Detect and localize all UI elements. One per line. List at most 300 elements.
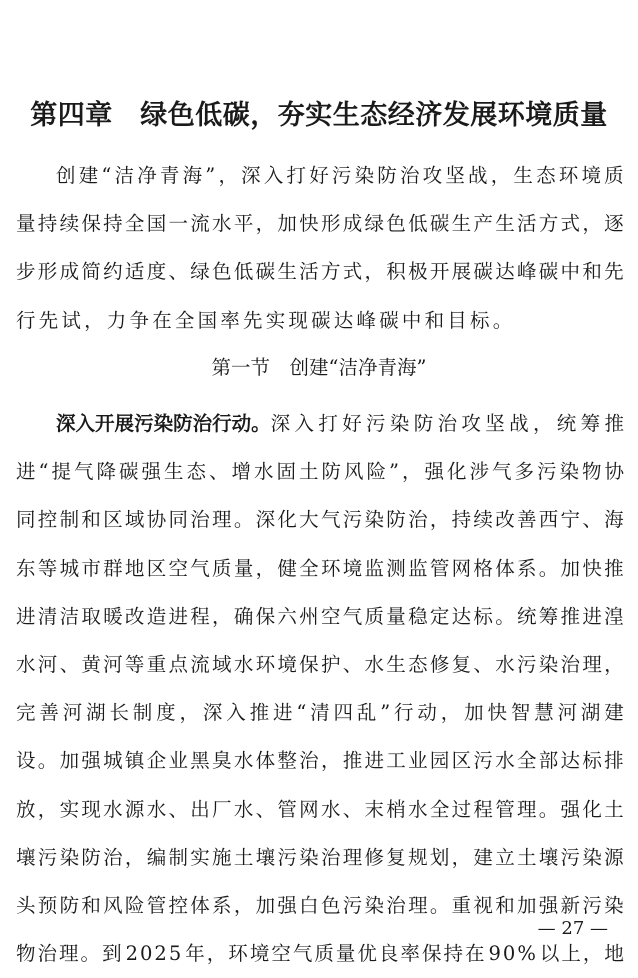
text-char: 防 (173, 412, 193, 435)
text-char: 强 (424, 460, 444, 484)
text-char: 域 (212, 652, 232, 676)
text-char: 0 (502, 942, 516, 966)
text-char: ， (582, 212, 602, 236)
text-char: 治 (386, 893, 406, 917)
text-char: 源 (124, 797, 145, 821)
text-char: 持 (443, 942, 463, 966)
text-char: % (517, 942, 536, 966)
text-char: 动 (231, 412, 252, 435)
text-char: 壤 (16, 845, 36, 869)
text-char: 、 (255, 797, 276, 821)
text-char: 碳 (538, 260, 559, 284)
text-char: 黄 (81, 652, 101, 676)
text-char: 土 (233, 845, 254, 869)
text-char: 中 (560, 260, 581, 284)
text-char: 绿 (364, 212, 385, 236)
text-char: 境 (581, 164, 601, 187)
text-char: 开 (95, 412, 115, 435)
text-char: 染 (364, 893, 385, 917)
text-char: 加 (255, 893, 276, 917)
text-char: 理 (516, 797, 537, 821)
text-char: 一 (168, 212, 188, 236)
text-char: 完 (16, 701, 36, 725)
text-char: 快 (299, 212, 319, 236)
paragraph-line (16, 200, 624, 248)
text-char: 气 (190, 556, 210, 580)
text-char: 污 (582, 893, 602, 917)
text-char: 污 (342, 508, 363, 532)
text-char: 污 (37, 845, 58, 869)
text-char: 施 (212, 845, 232, 869)
text-char: 六 (277, 604, 297, 628)
text-char: 深 (255, 508, 276, 532)
text-char: 。 (251, 412, 271, 435)
text-char: 治 (190, 508, 210, 532)
text-char: 碳 (473, 260, 493, 284)
text-char: 持 (103, 212, 123, 236)
text-char: 持 (37, 212, 58, 236)
text-char: 提 (51, 460, 71, 484)
text-char: 深 (202, 701, 223, 725)
text-char: ， (429, 508, 450, 532)
text-char: 格 (473, 556, 493, 580)
text-char: 协 (604, 460, 624, 484)
text-char: 管 (277, 797, 297, 821)
text-char: 和 (81, 893, 101, 917)
text-char: 业 (408, 749, 428, 773)
text-char: 防 (59, 893, 80, 917)
paragraph-line (16, 737, 624, 785)
text-char: 过 (451, 797, 472, 821)
paragraph-line (16, 545, 624, 593)
text-char: 治 (103, 845, 123, 869)
intro-paragraph (16, 152, 624, 345)
text-char: 度 (156, 701, 176, 725)
text-char: 重 (146, 652, 167, 676)
text-char: 成 (59, 260, 80, 284)
text-char: 水 (320, 797, 341, 821)
text-char: 加 (560, 556, 581, 580)
text-char: 标 (473, 604, 493, 628)
text-char: 治 (320, 845, 341, 869)
text-char: 治 (437, 412, 458, 435)
paragraph-line (16, 834, 624, 882)
text-char: ， (255, 556, 276, 580)
text-char: ， (451, 845, 472, 869)
text-char: 系 (516, 556, 537, 580)
text-char: 建 (473, 845, 493, 869)
text-char: 度 (146, 260, 167, 284)
text-char: 筹 (580, 412, 601, 435)
text-char: 快 (582, 556, 602, 580)
text-char: 同 (168, 508, 188, 532)
text-char: 协 (146, 508, 167, 532)
text-char: 。 (233, 508, 254, 532)
text-char: 保 (255, 604, 276, 628)
text-char: 治 (408, 508, 428, 532)
text-char: 深 (270, 412, 291, 435)
text-char: 乱 (356, 701, 377, 725)
text-char: 极 (408, 260, 428, 284)
text-char: 全 (299, 556, 319, 580)
text-char: 成 (342, 212, 363, 236)
text-char: 强 (538, 893, 559, 917)
text-char: 染 (538, 652, 559, 676)
text-char: ， (206, 942, 227, 966)
text-char: 全 (516, 749, 537, 773)
text-char: 式 (342, 260, 363, 284)
text-char: 染 (299, 845, 319, 869)
text-char: 青 (159, 164, 180, 187)
text-char: 现 (81, 797, 101, 821)
text-char: 低 (408, 212, 428, 236)
text-char: 污 (560, 845, 581, 869)
text-char: 境 (249, 942, 270, 966)
text-char: 质 (364, 604, 385, 628)
text-char: 污 (516, 652, 537, 676)
text-char: ， (440, 701, 461, 725)
text-char: 质 (604, 164, 624, 187)
text-char: 建 (78, 164, 99, 187)
text-char: ， (364, 260, 385, 284)
text-char: 攻 (461, 412, 481, 435)
text-char: 工 (386, 749, 406, 773)
text-char: 理 (408, 893, 428, 917)
text-char: 快 (487, 701, 507, 725)
paragraph-line (16, 641, 624, 689)
text-char: 州 (299, 604, 319, 628)
text-char: 。 (37, 749, 58, 773)
text-char: 镇 (124, 749, 145, 773)
text-char: 土 (604, 797, 624, 821)
text-char: 式 (560, 212, 581, 236)
text-char: 业 (168, 749, 188, 773)
text-char: 。 (495, 604, 515, 628)
text-char: 网 (451, 556, 472, 580)
text-char: 增 (231, 460, 251, 484)
text-char: 统 (556, 412, 577, 435)
text-char: 同 (16, 508, 36, 532)
text-char: 在 (464, 942, 485, 966)
text-char: 系 (212, 893, 232, 917)
text-char: 制 (59, 508, 80, 532)
text-char: ， (582, 942, 603, 966)
text-char: 大 (299, 508, 319, 532)
text-char: 清 (37, 604, 58, 628)
text-char: “ (101, 164, 112, 187)
text-char: 5 (168, 942, 182, 966)
text-char: 生 (513, 164, 533, 187)
text-char: 达 (495, 260, 515, 284)
text-char: 取 (81, 604, 101, 628)
text-char: 坚 (485, 412, 505, 435)
text-char: 推 (604, 412, 624, 435)
text-char: 方 (320, 260, 341, 284)
text-char: 防 (386, 508, 406, 532)
text-char: 、 (342, 797, 363, 821)
text-char: 行 (394, 701, 414, 725)
text-char: 、 (208, 460, 229, 484)
text-char: 绿 (190, 260, 210, 284)
text-char: 测 (386, 556, 406, 580)
text-char: 防 (81, 845, 101, 869)
text-char: 进 (272, 701, 293, 725)
text-char: 量 (233, 556, 254, 580)
text-char: 理 (342, 845, 363, 869)
text-char: “ (38, 460, 49, 484)
text-char: 统 (516, 604, 537, 628)
text-char: 好 (309, 164, 329, 187)
text-char: 和 (495, 893, 515, 917)
chapter-title: 第四章 绿色低碳，夯实生态经济发展环境质量 (30, 100, 608, 131)
text-char: 全 (124, 212, 145, 236)
text-char: 水 (408, 797, 428, 821)
text-char: 态 (186, 460, 206, 484)
paragraph-line (16, 882, 624, 930)
text-char: 保 (421, 942, 442, 966)
text-char: 进 (582, 604, 602, 628)
text-char: 生 (495, 212, 515, 236)
text-char: ， (320, 749, 341, 773)
text-char: 量 (386, 604, 406, 628)
paragraph-line: 行先试，力争在全国率先实现碳达峰碳中和目标。 (16, 308, 516, 332)
text-char: 化 (582, 797, 602, 821)
text-char: 生 (451, 212, 472, 236)
text-char: ， (604, 652, 624, 676)
text-char: 优 (357, 942, 377, 966)
text-char: ， (179, 701, 200, 725)
text-char: 海 (604, 508, 624, 532)
text-char: 展 (114, 412, 135, 435)
text-char: 区 (146, 556, 167, 580)
text-char: 白 (299, 893, 319, 917)
text-char: 程 (473, 797, 493, 821)
text-char: 视 (473, 893, 493, 917)
text-char: 区 (103, 508, 123, 532)
text-char: 新 (560, 893, 581, 917)
text-char: 战 (468, 164, 488, 187)
paragraph-line-rest (271, 400, 624, 448)
text-char: 步 (16, 260, 36, 284)
text-char: 改 (495, 508, 515, 532)
text-char: 改 (124, 604, 145, 628)
text-char: 强 (277, 893, 297, 917)
text-char: 预 (37, 893, 58, 917)
text-char: 水 (233, 797, 254, 821)
text-char: 地 (124, 556, 145, 580)
text-char: 深 (241, 164, 261, 187)
text-char: 宁 (560, 508, 581, 532)
text-char: 城 (59, 556, 80, 580)
text-char: 战 (509, 412, 529, 435)
paragraph-line (16, 400, 624, 448)
text-char: 年 (185, 942, 205, 966)
text-char: 强 (81, 749, 101, 773)
text-char: 气 (73, 460, 94, 484)
text-char: 确 (233, 604, 254, 628)
text-char: 染 (604, 893, 624, 917)
text-char: 区 (451, 749, 472, 773)
text-char: 气 (342, 604, 363, 628)
text-char: 末 (364, 797, 385, 821)
text-char: 打 (318, 412, 338, 435)
text-char: 入 (294, 412, 315, 435)
text-char: 活 (299, 260, 319, 284)
text-char: 域 (124, 508, 145, 532)
text-char: 生 (277, 260, 297, 284)
text-char: 形 (320, 212, 341, 236)
text-char: 和 (81, 508, 101, 532)
text-char: 量 (335, 942, 356, 966)
text-char: 先 (604, 260, 624, 284)
text-char: 保 (81, 212, 101, 236)
text-char: 低 (233, 260, 254, 284)
body-paragraph (16, 400, 624, 978)
text-char: 河 (103, 652, 123, 676)
text-char: 加 (59, 749, 80, 773)
text-char: 入 (263, 164, 284, 187)
text-char: 和 (582, 260, 602, 284)
text-char: 体 (495, 556, 515, 580)
text-char: 保 (299, 652, 319, 676)
text-char: 达 (560, 749, 581, 773)
text-char: 清 (310, 701, 330, 725)
text-char: ， (212, 604, 232, 628)
text-char: 险 (124, 893, 145, 917)
text-char: ” (205, 164, 216, 187)
text-char: 打 (286, 164, 307, 187)
text-char: 市 (81, 556, 101, 580)
text-char: 点 (168, 652, 188, 676)
text-char: 强 (560, 797, 581, 821)
text-char: 制 (132, 701, 153, 725)
text-char: 气 (320, 508, 341, 532)
paragraph-line (16, 689, 624, 737)
text-char: 风 (343, 460, 364, 484)
text-char: ” (380, 701, 391, 725)
text-char: 态 (408, 652, 428, 676)
text-char: ， (218, 164, 238, 187)
text-char: 流 (190, 212, 210, 236)
text-char: 标 (582, 749, 602, 773)
text-char: 污 (342, 893, 363, 917)
text-char: 染 (354, 164, 375, 187)
text-char: 体 (255, 749, 276, 773)
text-char: 实 (59, 797, 80, 821)
text-char: 空 (168, 556, 188, 580)
text-char: 湖 (580, 701, 601, 725)
text-char: 污 (134, 412, 154, 435)
text-char: 行 (212, 412, 232, 435)
text-char: 河 (37, 652, 58, 676)
text-char: 流 (190, 652, 210, 676)
text-char: 体 (190, 893, 210, 917)
text-char: 水 (233, 652, 254, 676)
text-char: 碳 (255, 260, 276, 284)
text-char: 持 (451, 508, 472, 532)
text-char: 善 (39, 701, 59, 725)
paragraph-line (16, 448, 624, 496)
text-char: 、 (59, 652, 80, 676)
text-char: 碳 (118, 460, 139, 484)
text-char: 进 (168, 604, 188, 628)
text-char: 创 (56, 164, 76, 187)
text-char: 染 (364, 508, 385, 532)
text-char: 健 (277, 556, 297, 580)
text-char: 污 (473, 749, 493, 773)
text-char: 控 (37, 508, 58, 532)
text-char: 重 (451, 893, 472, 917)
text-char: 量 (16, 212, 36, 236)
text-char: 污 (277, 845, 297, 869)
text-char: 西 (538, 508, 559, 532)
paragraph-line (16, 786, 624, 834)
text-char: 环 (255, 652, 276, 676)
text-char: 护 (320, 652, 341, 676)
text-char: 物 (16, 942, 36, 966)
text-char: 染 (389, 412, 410, 435)
text-char: 水 (495, 749, 515, 773)
text-char: 推 (342, 749, 363, 773)
text-char: 水 (103, 797, 123, 821)
text-char: 厂 (212, 797, 232, 821)
page-number: — 27 — (537, 918, 608, 939)
text-char: 海 (182, 164, 203, 187)
text-char: 涉 (469, 460, 489, 484)
text-char: 理 (582, 652, 602, 676)
text-char: 平 (233, 212, 254, 236)
text-char: 编 (146, 845, 167, 869)
text-char: 环 (320, 556, 341, 580)
text-char: 程 (190, 604, 210, 628)
text-char: 治 (299, 749, 319, 773)
text-char: 划 (429, 845, 450, 869)
text-char: 制 (168, 845, 188, 869)
text-char: 控 (168, 893, 188, 917)
text-char: 水 (364, 652, 385, 676)
text-char: 质 (212, 556, 232, 580)
text-char: 河 (62, 701, 83, 725)
text-char: 地 (604, 942, 624, 966)
text-char: 峰 (516, 260, 537, 284)
text-char: 深 (56, 412, 76, 435)
text-char: 头 (16, 893, 36, 917)
text-char: 净 (137, 164, 157, 187)
text-char: 等 (37, 556, 58, 580)
text-char: 定 (429, 604, 450, 628)
text-char: 防 (321, 460, 341, 484)
paragraph-lead (56, 400, 271, 448)
text-char: 入 (226, 701, 246, 725)
text-char: 梢 (386, 797, 406, 821)
text-char: 方 (538, 212, 559, 236)
text-char: 染 (559, 460, 579, 484)
text-char: 湖 (86, 701, 106, 725)
text-char: 。 (429, 893, 450, 917)
text-char: 进 (16, 460, 36, 484)
text-char: 善 (516, 508, 537, 532)
text-char: 进 (16, 604, 36, 628)
text-char: 等 (124, 652, 145, 676)
text-char: 网 (299, 797, 319, 821)
text-char: 推 (604, 556, 624, 580)
text-char: 修 (429, 652, 450, 676)
text-char: 生 (386, 652, 406, 676)
text-char: 复 (451, 652, 472, 676)
text-char: 化 (277, 508, 297, 532)
paragraph-line (16, 152, 624, 200)
text-char: 治 (560, 652, 581, 676)
